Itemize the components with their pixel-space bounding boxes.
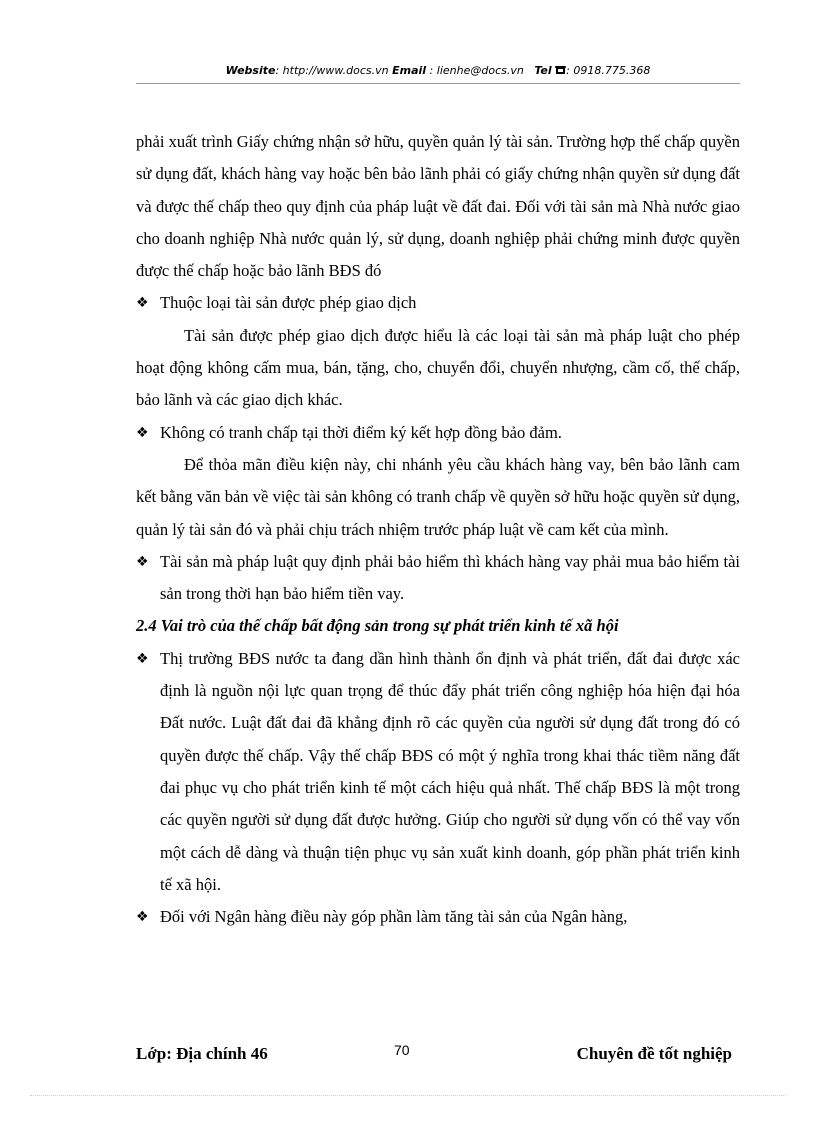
tel-label: Tel bbox=[534, 64, 552, 77]
page-header bbox=[136, 64, 740, 77]
bullet-diamond-icon: ❖ bbox=[136, 553, 149, 570]
bottom-divider bbox=[30, 1095, 786, 1096]
document-body bbox=[136, 126, 740, 933]
email-label: Email bbox=[392, 64, 427, 77]
bullet-text: Thị trường BĐS nước ta đang dần hình thành ổn định và phát triển, đất đai được xác định là nguồn nội lực quan trọng để thúc đẩy phát triển công nghiệp hóa hiện đại hóa Đất nước. Luật đất đai đã khẳng định rõ các quyền của người sử dụng đất trong đó có quyền được thế chấp. Vậy thế chấp BĐS có một ý nghĩa trong khai thác tiềm năng đất đai phục vụ cho phát triển kinh tế một cách hiệu quả nhất. Thế chấp BĐS là một trong các quyền người sử dụng đất được hưởng. Giúp cho người sử dụng vốn có thể vay vốn một cách dễ dàng và thuận tiện phục vụ sản xuất kinh doanh, góp phần phát triển kinh tế xã hội. bbox=[160, 648, 740, 894]
bullet-text: Không có tranh chấp tại thời điểm ký kết hợp đồng bảo đảm. bbox=[160, 422, 562, 442]
paragraph-2: Tài sản được phép giao dịch được hiểu là các loại tài sản mà pháp luật cho phép hoạt động không cấm mua, bán, tặng, cho, chuyển đổi, chuyển nhượng, cầm cố, thế chấp, bảo lãnh và các giao dịch khác. bbox=[136, 325, 740, 410]
bullet-diamond-icon: ❖ bbox=[136, 909, 149, 926]
page-number: 70 bbox=[394, 1042, 410, 1058]
bullet-text: Tài sản mà pháp luật quy định phải bảo hiểm thì khách hàng vay phải mua bảo hiểm tài sản trong thời hạn bảo hiểm tiền vay. bbox=[160, 551, 740, 604]
bullet-item bbox=[136, 287, 740, 319]
website-value[interactable]: : http://www.docs.vn bbox=[275, 64, 389, 77]
bullet-text: Đối với Ngân hàng điều này góp phần làm tăng tài sản của Ngân hàng, bbox=[160, 907, 628, 927]
website-label: Website bbox=[225, 64, 276, 77]
footer-class-label: Lớp: Địa chính 46 bbox=[136, 1044, 268, 1063]
bullet-diamond-icon: ❖ bbox=[136, 295, 149, 312]
bullet-diamond-icon: ❖ bbox=[136, 424, 149, 441]
paragraph-1: phải xuất trình Giấy chứng nhận sở hữu, quyền quản lý tài sản. Trường hợp thế chấp quyền sử dụng đất, khách hàng vay hoặc bên bảo lãnh phải có giấy chứng nhận quyền sử dụng đất và được thế chấp theo quy định của pháp luật về đất đai. Đối với tài sản mà Nhà nước giao cho doanh nghiệp Nhà nước quản lý, sử dụng, doanh nghiệp phải chứng minh được quyền được thế chấp hoặc bảo lãnh BĐS đó bbox=[136, 132, 740, 281]
tel-value: : 0918.775.368 bbox=[566, 64, 651, 77]
footer-title: Chuyên đề tốt nghiệp bbox=[576, 1044, 732, 1063]
bullet-item bbox=[136, 546, 740, 611]
page-footer bbox=[136, 1044, 740, 1074]
bullet-item bbox=[136, 901, 740, 933]
header-divider bbox=[136, 83, 740, 84]
bullet-item bbox=[136, 643, 740, 901]
bullet-diamond-icon: ❖ bbox=[136, 650, 149, 667]
bullet-item bbox=[136, 417, 740, 449]
phone-icon bbox=[555, 64, 566, 77]
paragraph-3: Để thỏa mãn điều kiện này, chi nhánh yêu cầu khách hàng vay, bên bảo lãnh cam kết bằng văn bản về việc tài sản không có tranh chấp về quyền sở hữu hoặc quyền sử dụng, quản lý tài sản đó và phải chịu trách nhiệm trước pháp luật về cam kết của mình. bbox=[136, 454, 740, 539]
bullet-text: Thuộc loại tài sản được phép giao dịch bbox=[160, 293, 417, 313]
email-value[interactable]: : lienhe@docs.vn bbox=[426, 64, 524, 77]
section-heading: 2.4 Vai trò của thế chấp bất động sản trong sự phát triển kinh tế xã hội bbox=[136, 616, 619, 636]
